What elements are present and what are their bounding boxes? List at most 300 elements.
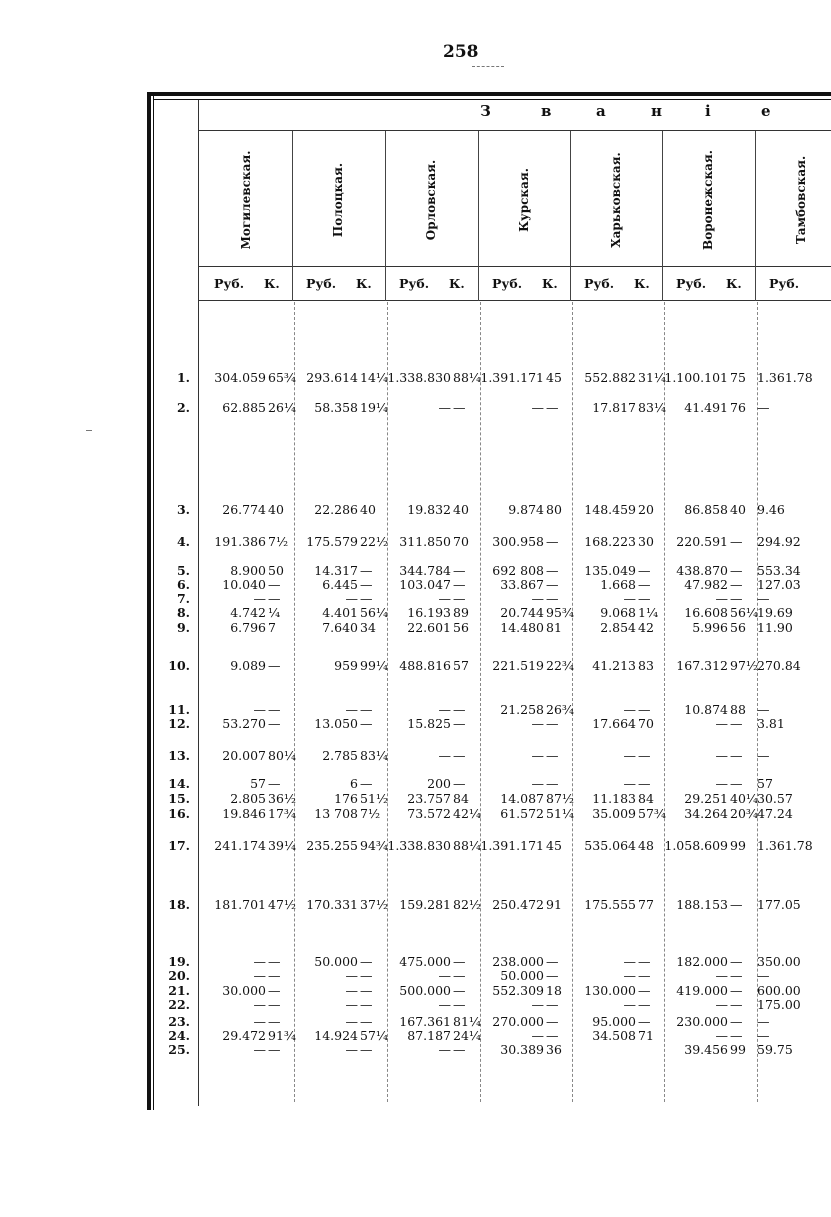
cell-kopecks: 22½	[360, 534, 389, 549]
cell-rubles: 17.817	[592, 400, 636, 415]
cell-kopecks: —	[730, 716, 743, 731]
cell-kopecks: —	[730, 1028, 743, 1043]
cell-rubles: 344.784	[399, 563, 451, 578]
cell-kopecks: —	[453, 400, 466, 415]
cell-rubles: 59.75	[757, 1042, 793, 1057]
cell-kopecks: —	[453, 716, 466, 731]
cell-kopecks: 1¼	[638, 605, 659, 620]
cell-rubles: 41.213	[592, 658, 636, 673]
cell-rubles: —	[345, 968, 358, 983]
cell-kopecks: —	[453, 997, 466, 1012]
cell-rubles: —	[531, 776, 544, 791]
cell-rubles: 500.000	[399, 983, 451, 998]
cell-kopecks: 34	[360, 620, 376, 635]
row-number: 18.	[168, 897, 190, 912]
cell-rubles: —	[345, 1014, 358, 1029]
cell-rubles: —	[623, 997, 636, 1012]
cell-kopecks: —	[730, 776, 743, 791]
cell-rubles: 1.391.171	[480, 838, 544, 853]
cell-kopecks: 30	[638, 534, 654, 549]
cell-rubles: 16.193	[407, 605, 451, 620]
cell-rubles: —	[438, 1042, 451, 1057]
cell-rubles: 20.744	[500, 605, 544, 620]
row-number: 12.	[168, 716, 190, 731]
cell-rubles: —	[531, 1028, 544, 1043]
cell-rubles: 175.579	[306, 534, 358, 549]
province-header	[586, 140, 646, 260]
cell-rubles: 552.882	[584, 370, 636, 385]
row-number: 23.	[168, 1014, 190, 1029]
cell-rubles: 6.796	[230, 620, 266, 635]
cell-kopecks: —	[546, 577, 559, 592]
cell-rubles: 41.491	[684, 400, 728, 415]
column-separator	[385, 131, 386, 301]
cell-rubles: 175.555	[584, 897, 636, 912]
cell-rubles: 235.255	[306, 838, 358, 853]
cell-kopecks: 24¼	[453, 1028, 482, 1043]
cell-rubles: 191.386	[214, 534, 266, 549]
cell-rubles: 176	[334, 791, 358, 806]
cell-kopecks: 65¾	[268, 370, 297, 385]
cell-rubles: —	[253, 591, 266, 606]
cell-kopecks: —	[360, 591, 373, 606]
cell-rubles: 230.000	[676, 1014, 728, 1029]
row-number: 25.	[168, 1042, 190, 1057]
cell-rubles: 553.34	[757, 563, 801, 578]
unit-kop: К.	[726, 276, 742, 291]
cell-kopecks: —	[638, 591, 651, 606]
column-separator	[570, 131, 571, 301]
cell-rubles: 8.900	[230, 563, 266, 578]
cell-kopecks: 42¼	[453, 806, 482, 821]
cell-kopecks: —	[730, 1014, 743, 1029]
cell-kopecks: —	[638, 563, 651, 578]
cell-kopecks: —	[730, 591, 743, 606]
cell-rubles: —	[715, 716, 728, 731]
cell-rubles: 86.858	[684, 502, 728, 517]
cell-kopecks: 80¼	[268, 748, 297, 763]
cell-rubles: 61.572	[500, 806, 544, 821]
cell-kopecks: —	[546, 400, 559, 415]
row-number: 3.	[176, 502, 190, 517]
cell-rubles: —	[531, 748, 544, 763]
cell-rubles: —	[757, 968, 770, 983]
cell-kopecks: 26¾	[546, 702, 575, 717]
cell-rubles: 53.270	[222, 716, 266, 731]
cell-rubles: 350.00	[757, 954, 801, 969]
cell-rubles: 23.757	[407, 791, 451, 806]
cell-rubles: 181.701	[214, 897, 266, 912]
cell-kopecks: 57¾	[638, 806, 667, 821]
unit-kop: К.	[356, 276, 372, 291]
cell-rubles: 1.338.830	[387, 370, 451, 385]
cell-rubles: —	[253, 997, 266, 1012]
cell-kopecks: 45	[546, 838, 562, 853]
cell-rubles: 26.774	[222, 502, 266, 517]
cell-kopecks: 89	[453, 605, 469, 620]
cell-kopecks: 36½	[268, 791, 297, 806]
row-number: 6.	[176, 577, 190, 592]
cell-kopecks: —	[360, 702, 373, 717]
cell-rubles: 177.05	[757, 897, 801, 912]
cell-rubles: —	[531, 400, 544, 415]
unit-kop: К.	[634, 276, 650, 291]
cell-rubles: 13 708	[314, 806, 358, 821]
cell-kopecks: —	[360, 1014, 373, 1029]
cell-rubles: —	[345, 983, 358, 998]
cell-rubles: 9.068	[600, 605, 636, 620]
cell-kopecks: 99¼	[360, 658, 389, 673]
cell-rubles: 1.361.78	[757, 370, 813, 385]
cell-rubles: 22.601	[407, 620, 451, 635]
cell-rubles: 30.389	[500, 1042, 544, 1057]
cell-rubles: 29.472	[222, 1028, 266, 1043]
cell-rubles: 270.84	[757, 658, 801, 673]
cell-rubles: —	[531, 997, 544, 1012]
cell-kopecks: —	[730, 954, 743, 969]
table-left-inner-border	[153, 96, 154, 1110]
cell-rubles: 600.00	[757, 983, 801, 998]
province-header	[216, 140, 276, 260]
cell-rubles: 21.258	[500, 702, 544, 717]
cell-rubles: —	[438, 400, 451, 415]
title-letter: і	[705, 102, 711, 120]
cell-kopecks: 18	[546, 983, 562, 998]
cell-rubles: 6	[350, 776, 358, 791]
cell-rubles: 34.264	[684, 806, 728, 821]
cell-rubles: 35.009	[592, 806, 636, 821]
cell-kopecks: —	[268, 716, 281, 731]
cell-rubles: 135.049	[584, 563, 636, 578]
cell-kopecks: —	[546, 1014, 559, 1029]
cell-rubles: 175.00	[757, 997, 801, 1012]
row-number: 8.	[176, 605, 190, 620]
province-name: Воронежская.	[701, 150, 715, 250]
cell-rubles: 29.251	[684, 791, 728, 806]
cell-rubles: —	[438, 748, 451, 763]
cell-kopecks: —	[546, 563, 559, 578]
cell-rubles: 692 808	[492, 563, 544, 578]
cell-rubles: 50.000	[314, 954, 358, 969]
cell-kopecks: —	[268, 954, 281, 969]
cell-rubles: 552.309	[492, 983, 544, 998]
cell-rubles: —	[715, 591, 728, 606]
cell-rubles: 4.742	[230, 605, 266, 620]
cell-rubles: 30.000	[222, 983, 266, 998]
cell-rubles: 168.223	[584, 534, 636, 549]
cell-kopecks: 47½	[268, 897, 297, 912]
cell-kopecks: —	[638, 997, 651, 1012]
cell-rubles: 1.361.78	[757, 838, 813, 853]
cell-kopecks: —	[360, 968, 373, 983]
cell-rubles: —	[715, 968, 728, 983]
cell-kopecks: 40	[268, 502, 284, 517]
cell-kopecks: 31¼	[638, 370, 667, 385]
cell-kopecks: 71	[638, 1028, 654, 1043]
province-name: Могилевская.	[239, 150, 253, 250]
cell-rubles: 11.183	[592, 791, 636, 806]
row-number: 20.	[168, 968, 190, 983]
cell-kopecks: 99	[730, 838, 746, 853]
row-number: 16.	[168, 806, 190, 821]
cell-kopecks: 57	[453, 658, 469, 673]
cell-rubles: 103.047	[399, 577, 451, 592]
province-header	[771, 140, 831, 260]
cell-rubles: 3.81	[757, 716, 785, 731]
cell-kopecks: 45	[546, 370, 562, 385]
cell-kopecks: —	[360, 776, 373, 791]
province-header	[401, 140, 461, 260]
cell-kopecks: —	[268, 997, 281, 1012]
column-separator	[662, 131, 663, 301]
cell-kopecks: —	[268, 983, 281, 998]
cell-kopecks: —	[546, 534, 559, 549]
cell-rubles: 294.92	[757, 534, 801, 549]
cell-rubles: —	[253, 954, 266, 969]
cell-rubles: 311.850	[399, 534, 451, 549]
cell-rubles: 5.996	[692, 620, 728, 635]
cell-rubles: 14.924	[314, 1028, 358, 1043]
cell-rubles: —	[715, 1028, 728, 1043]
cell-rubles: 419.000	[676, 983, 728, 998]
cell-rubles: 167.312	[676, 658, 728, 673]
cell-kopecks: 42	[638, 620, 654, 635]
cell-kopecks: —	[453, 702, 466, 717]
row-number: 22.	[168, 997, 190, 1012]
cell-kopecks: 91¾	[268, 1028, 297, 1043]
cell-kopecks: —	[546, 748, 559, 763]
cell-kopecks: 88¼	[453, 838, 482, 853]
cell-rubles: —	[715, 748, 728, 763]
cell-rubles: 95.000	[592, 1014, 636, 1029]
province-header	[308, 140, 368, 260]
table-top-border	[147, 92, 831, 96]
column-separator	[755, 131, 756, 301]
province-name: Тамбовская.	[794, 155, 808, 245]
unit-rub: Руб.	[492, 276, 523, 291]
cell-kopecks: —	[638, 702, 651, 717]
cell-rubles: 22.286	[314, 502, 358, 517]
cell-rubles: 9.089	[230, 658, 266, 673]
cell-kopecks: —	[360, 577, 373, 592]
cell-kopecks: 94¾	[360, 838, 389, 853]
column-separator	[292, 131, 293, 301]
cell-rubles: 167.361	[399, 1014, 451, 1029]
cell-kopecks: 39¼	[268, 838, 297, 853]
cell-rubles: —	[345, 591, 358, 606]
cell-rubles: —	[438, 968, 451, 983]
cell-rubles: 300.958	[492, 534, 544, 549]
cell-rubles: 250.472	[492, 897, 544, 912]
cell-kopecks: —	[730, 748, 743, 763]
cell-rubles: —	[623, 748, 636, 763]
cell-rubles: 170.331	[306, 897, 358, 912]
unit-kop: К.	[449, 276, 465, 291]
cell-kopecks: —	[730, 577, 743, 592]
cell-kopecks: 57¼	[360, 1028, 389, 1043]
cell-kopecks: 70	[453, 534, 469, 549]
cell-rubles: —	[715, 997, 728, 1012]
cell-kopecks: —	[453, 748, 466, 763]
row-number: 21.	[168, 983, 190, 998]
cell-rubles: 47.982	[684, 577, 728, 592]
cell-kopecks: 82½	[453, 897, 482, 912]
cell-rubles: 959	[334, 658, 358, 673]
row-number: 24.	[168, 1028, 190, 1043]
cell-kopecks: 22¾	[546, 658, 575, 673]
cell-rubles: 9.46	[757, 502, 785, 517]
cell-rubles: 238.000	[492, 954, 544, 969]
cell-rubles: 19.69	[757, 605, 793, 620]
cell-kopecks: ¼	[268, 605, 281, 620]
row-number: 2.	[176, 400, 190, 415]
page-number-underline	[472, 66, 504, 67]
row-number: 17.	[168, 838, 190, 853]
cell-kopecks: —	[638, 954, 651, 969]
cell-kopecks: —	[453, 983, 466, 998]
cell-kopecks: 7½	[360, 806, 381, 821]
unit-kop: К.	[542, 276, 558, 291]
cell-rubles: 2.854	[600, 620, 636, 635]
cell-rubles: —	[757, 1014, 770, 1029]
province-name: Харьковская.	[609, 152, 623, 248]
cell-kopecks: 26¼	[268, 400, 297, 415]
cell-kopecks: 75	[730, 370, 746, 385]
cell-kopecks: —	[268, 776, 281, 791]
page-number: 258	[443, 42, 479, 62]
cell-kopecks: 40	[360, 502, 376, 517]
cell-rubles: 10.874	[684, 702, 728, 717]
cell-kopecks: 88¼	[453, 370, 482, 385]
unit-rub: Руб.	[399, 276, 430, 291]
cell-rubles: 19.832	[407, 502, 451, 517]
cell-kopecks: 88	[730, 702, 746, 717]
cell-rubles: 14.480	[500, 620, 544, 635]
cell-kopecks: 80	[546, 502, 562, 517]
cell-rubles: 1.391.171	[480, 370, 544, 385]
unit-rub: Руб.	[676, 276, 707, 291]
title-letter: е	[761, 102, 771, 120]
row-number: 10.	[168, 658, 190, 673]
cell-rubles: 19.846	[222, 806, 266, 821]
cell-rubles: 1.100.101	[664, 370, 728, 385]
cell-kopecks: 51¼	[546, 806, 575, 821]
cell-kopecks: —	[453, 563, 466, 578]
cell-rubles: —	[757, 400, 770, 415]
cell-rubles: 2.785	[322, 748, 358, 763]
cell-kopecks: —	[268, 1042, 281, 1057]
cell-kopecks: —	[453, 968, 466, 983]
cell-rubles: 475.000	[399, 954, 451, 969]
cell-rubles: 10.040	[222, 577, 266, 592]
cell-rubles: —	[345, 702, 358, 717]
cell-kopecks: 95¾	[546, 605, 575, 620]
cell-kopecks: —	[360, 563, 373, 578]
cell-kopecks: —	[730, 983, 743, 998]
cell-kopecks: —	[453, 591, 466, 606]
cell-rubles: 304.059	[214, 370, 266, 385]
cell-rubles: —	[253, 702, 266, 717]
cell-kopecks: 56	[453, 620, 469, 635]
unit-rub: Руб.	[214, 276, 245, 291]
cell-rubles: 1.338.830	[387, 838, 451, 853]
cell-kopecks: —	[546, 1028, 559, 1043]
cell-rubles: —	[253, 1014, 266, 1029]
cell-rubles: —	[253, 968, 266, 983]
column-separator	[478, 131, 479, 301]
cell-kopecks: 20¾	[730, 806, 759, 821]
cell-kopecks: 99	[730, 1042, 746, 1057]
cell-rubles: —	[757, 748, 770, 763]
cell-rubles: 47.24	[757, 806, 793, 821]
cell-rubles: 159.281	[399, 897, 451, 912]
cell-kopecks: 17¾	[268, 806, 297, 821]
cell-kopecks: 81¼	[453, 1014, 482, 1029]
cell-kopecks: 87½	[546, 791, 575, 806]
cell-rubles: 73.572	[407, 806, 451, 821]
cell-rubles: —	[345, 997, 358, 1012]
cell-kopecks: —	[453, 776, 466, 791]
cell-kopecks: 77	[638, 897, 654, 912]
table-left-border	[147, 92, 151, 1110]
cell-kopecks: —	[268, 658, 281, 673]
cell-kopecks: 37½	[360, 897, 389, 912]
cell-kopecks: 56¼	[730, 605, 759, 620]
cell-kopecks: 84	[453, 791, 469, 806]
cell-rubles: 39.456	[684, 1042, 728, 1057]
cell-rubles: 535.064	[584, 838, 636, 853]
cell-kopecks: —	[453, 954, 466, 969]
row-number: 5.	[176, 563, 190, 578]
cell-rubles: —	[253, 1042, 266, 1057]
title-letter: З	[480, 102, 491, 120]
cell-rubles: —	[623, 702, 636, 717]
row-number: 4.	[176, 534, 190, 549]
title-letter: н	[651, 102, 662, 120]
cell-rubles: —	[531, 591, 544, 606]
cell-kopecks: —	[638, 748, 651, 763]
row-number: 19.	[168, 954, 190, 969]
cell-rubles: 9.874	[508, 502, 544, 517]
cell-rubles: —	[623, 968, 636, 983]
cell-kopecks: —	[730, 968, 743, 983]
row-number: 9.	[176, 620, 190, 635]
cell-rubles: 15.825	[407, 716, 451, 731]
cell-kopecks: 19¼	[360, 400, 389, 415]
cell-kopecks: 7½	[268, 534, 289, 549]
cell-kopecks: —	[546, 968, 559, 983]
cell-kopecks: —	[268, 1014, 281, 1029]
cell-rubles: —	[438, 997, 451, 1012]
cell-rubles: 148.459	[584, 502, 636, 517]
cell-kopecks: 14¼	[360, 370, 389, 385]
cell-kopecks: 51½	[360, 791, 389, 806]
row-number: 14.	[168, 776, 190, 791]
row-number: 7.	[176, 591, 190, 606]
row-number: 13.	[168, 748, 190, 763]
cell-kopecks: 97½	[730, 658, 759, 673]
cell-rubles: 127.03	[757, 577, 801, 592]
cell-rubles: 13.050	[314, 716, 358, 731]
cell-kopecks: —	[268, 577, 281, 592]
province-name: Курская.	[517, 168, 531, 232]
cell-rubles: 130.000	[584, 983, 636, 998]
row-number: 11.	[168, 702, 190, 717]
cell-kopecks: —	[268, 702, 281, 717]
cell-kopecks: 91	[546, 897, 562, 912]
cell-kopecks: —	[360, 1042, 373, 1057]
unit-rub: Руб.	[306, 276, 337, 291]
